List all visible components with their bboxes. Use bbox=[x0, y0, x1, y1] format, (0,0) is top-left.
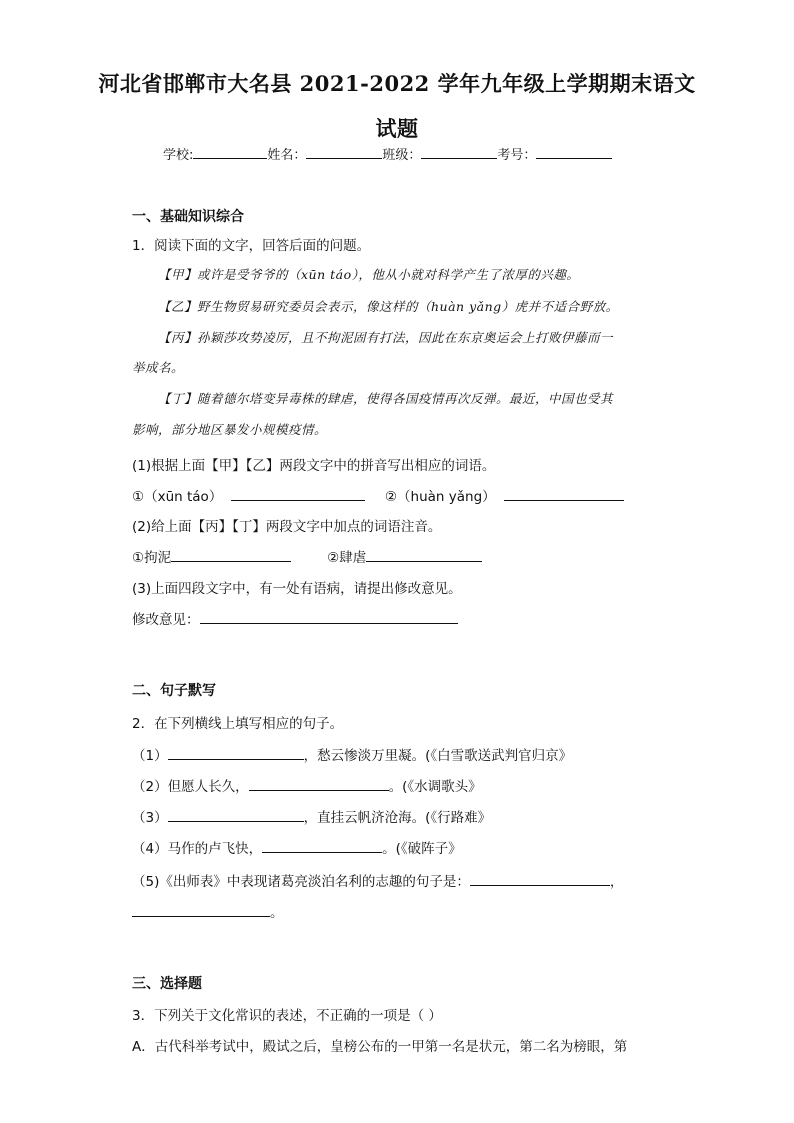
fill-3-blank[interactable] bbox=[168, 808, 304, 822]
school-blank[interactable] bbox=[193, 146, 267, 159]
fill-line-1 bbox=[132, 744, 572, 764]
fill-line-3 bbox=[132, 806, 491, 826]
student-info-row bbox=[163, 144, 612, 163]
sub3-blank[interactable] bbox=[200, 610, 458, 624]
name-blank[interactable] bbox=[306, 146, 382, 159]
passage-bing-line2: 举成名。 bbox=[132, 360, 185, 375]
class-label: 班级： bbox=[382, 148, 422, 163]
school-label: 学校: bbox=[163, 148, 194, 163]
fill-4-prefix: （4）马作的卢飞快， bbox=[132, 841, 263, 857]
option-a[interactable]: A．古代科举考试中，殿试之后，皇榜公布的一甲第一名是状元，第二名为榜眼，第 bbox=[132, 1039, 628, 1055]
subquestion-2-answers bbox=[132, 546, 482, 566]
class-blank[interactable] bbox=[421, 146, 497, 159]
fill-4-suffix: 。(《破阵子》 bbox=[382, 841, 462, 857]
sub1-b-label: ②（huàn yǎng） bbox=[384, 489, 496, 505]
sub2-a-blank[interactable] bbox=[171, 548, 291, 562]
section-1-heading: 一、基础知识综合 bbox=[132, 209, 244, 225]
fill-5-suffix: ， bbox=[609, 874, 624, 890]
fill-4-blank[interactable] bbox=[262, 839, 382, 853]
fill-1-blank[interactable] bbox=[168, 746, 304, 760]
question-1-prompt: 1．阅读下面的文字，回答后面的问题。 bbox=[132, 238, 371, 254]
question-2-prompt: 2．在下列横线上填写相应的句子。 bbox=[132, 716, 344, 732]
question-3-prompt: 3．下列关于文化常识的表述，不正确的一项是（ ） bbox=[132, 1008, 442, 1024]
subquestion-2: (2)给上面【丙】【丁】两段文字中加点的词语注音。 bbox=[132, 519, 442, 535]
fill-1-prefix: （1） bbox=[132, 748, 168, 764]
section-2-heading: 二、句子默写 bbox=[132, 683, 216, 699]
sub2-b-blank[interactable] bbox=[366, 548, 482, 562]
name-label: 姓名： bbox=[267, 148, 307, 163]
fill-5-blank[interactable] bbox=[470, 872, 610, 886]
fill-6-blank[interactable] bbox=[132, 903, 270, 917]
fill-line-6 bbox=[132, 901, 284, 921]
sub2-b-label: ②肆虐 bbox=[327, 550, 367, 566]
exam-no-blank[interactable] bbox=[536, 146, 612, 159]
subquestion-1: (1)根据上面【甲】【乙】两段文字中的拼音写出相应的词语。 bbox=[132, 458, 496, 474]
fill-line-2 bbox=[132, 775, 482, 795]
sub1-b-blank[interactable] bbox=[504, 487, 624, 501]
sub2-a-label: ①拘泥 bbox=[132, 550, 172, 566]
fill-3-suffix: ，直挂云帆济沧海。(《行路难》 bbox=[303, 810, 492, 826]
fill-line-5 bbox=[132, 870, 623, 890]
fill-5-prefix: （5)《出师表》中表现诸葛亮淡泊名利的志趣的句子是： bbox=[132, 874, 470, 890]
fill-1-suffix: ，愁云惨淡万里凝。(《白雪歌送武判官归京》 bbox=[303, 748, 573, 764]
passage-jia: 【甲】或许是受爷爷的（xūn táo），他从小就对科学产生了浓厚的兴趣。 bbox=[158, 267, 580, 282]
passage-ding-line1: 【丁】随着德尔塔变异毒株的肆虐，使得各国疫情再次反弹。最近，中国也受其 bbox=[158, 391, 614, 406]
fill-2-suffix: 。(《水调歌头》 bbox=[388, 779, 482, 795]
fill-3-prefix: （3） bbox=[132, 810, 168, 826]
exam-title-line2: 试题 bbox=[375, 116, 419, 141]
fill-2-prefix: （2）但愿人长久， bbox=[132, 779, 249, 795]
subquestion-3: (3)上面四段文字中，有一处有语病，请提出修改意见。 bbox=[132, 581, 462, 597]
fill-2-blank[interactable] bbox=[249, 777, 389, 791]
subquestion-1-answers bbox=[132, 485, 624, 505]
sub1-a-label: ①（xūn táo） bbox=[132, 489, 223, 505]
sub1-a-blank[interactable] bbox=[231, 487, 365, 501]
subquestion-3-answer bbox=[132, 608, 458, 628]
section-3-heading: 三、选择题 bbox=[132, 976, 202, 992]
passage-bing-line1: 【丙】孙颖莎攻势凌厉，且不拘泥固有打法，因此在东京奥运会上打败伊藤而一 bbox=[158, 330, 614, 345]
exam-title-line1: 河北省邯郸市大名县 2021-2022 学年九年级上学期期末语文 bbox=[98, 71, 696, 96]
passage-yi: 【乙】野生物贸易研究委员会表示，像这样的（huàn yǎng）虎并不适合野放。 bbox=[158, 299, 619, 314]
sub3-label: 修改意见： bbox=[132, 612, 200, 628]
passage-ding-line2: 影响，部分地区暴发小规模疫情。 bbox=[132, 422, 328, 437]
fill-line-4 bbox=[132, 837, 462, 857]
exam-no-label: 考号： bbox=[497, 148, 537, 163]
fill-6-suffix: 。 bbox=[270, 905, 284, 921]
